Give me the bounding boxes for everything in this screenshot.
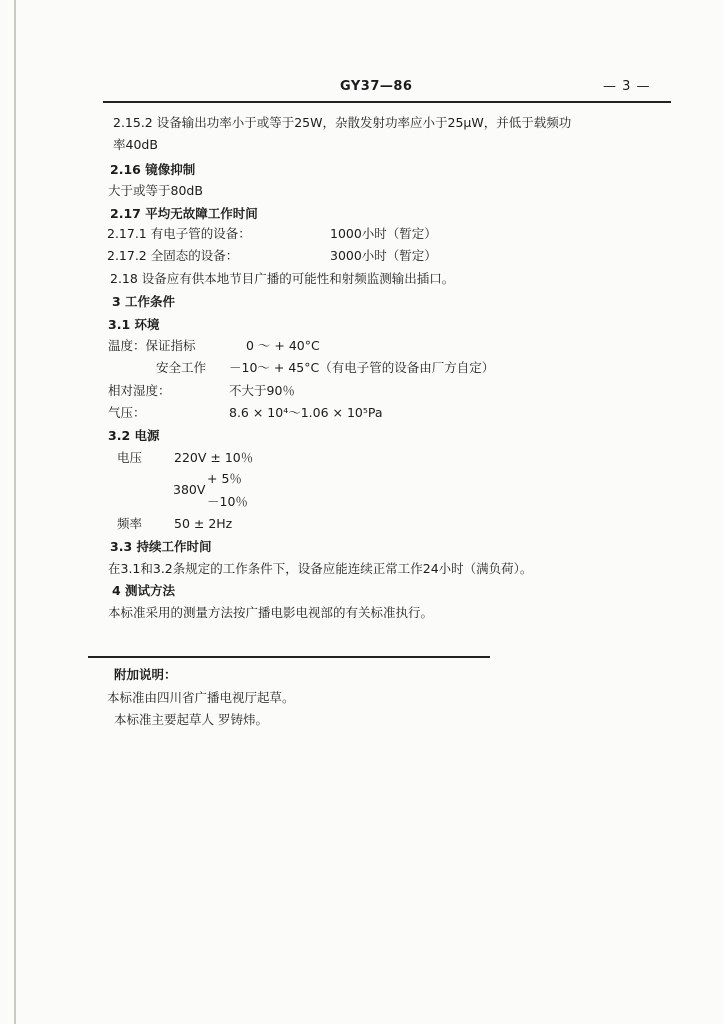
notes-title: 附加说明： [114,667,177,682]
clause-2-17-1-label: 2.17.1 有电子管的设备： [107,226,251,241]
temperature-label: 温度：保证指标 [108,338,196,353]
voltage-label: 电压 [117,450,143,465]
frequency-label: 频率 [117,516,143,531]
notes-line-2: 本标准主要起草人 罗铸炜。 [114,712,268,727]
pressure-value: 8.6 × 10⁴～1.06 × 10⁵Pa [229,405,383,420]
notes-rule [88,656,490,658]
clause-2-17-2-value: 3000小时（暂定） [330,248,437,263]
clause-3-3-text: 在3.1和3.2条规定的工作条件下，设备应能连续正常工作24小时（满负荷）。 [108,561,533,576]
clause-3-2-title: 3.2 电源 [108,428,160,443]
clause-2-18: 2.18 设备应有供本地节目广播的可能性和射频监测输出插口。 [110,271,455,286]
page-number: — 3 — [603,79,651,94]
humidity-value: 不大于90％ [229,383,295,398]
voltage-220: 220V ± 10％ [174,450,254,465]
standard-code: GY37—86 [340,79,413,94]
clause-2-16-title: 2.16 镜像抑制 [110,162,196,177]
clause-2-17-title: 2.17 平均无故障工作时间 [110,206,258,221]
temperature-value: 0 ～ + 40°C [246,338,320,353]
clause-2-16-text: 大于或等于80dB [108,183,203,198]
safe-operation-value: －10～ + 45°C（有电子管的设备由厂方自定） [229,360,495,375]
section-3-title: 3 工作条件 [112,294,176,309]
voltage-380-minus: －10％ [207,494,248,509]
header-rule [103,101,671,103]
clause-2-17-2-label: 2.17.2 全固态的设备： [107,248,239,263]
frequency-value: 50 ± 2Hz [174,516,233,531]
notes-line-1: 本标准由四川省广播电视厅起草。 [107,690,295,705]
humidity-label: 相对湿度： [108,383,171,398]
section-4-text: 本标准采用的测量方法按广播电影电视部的有关标准执行。 [108,605,434,620]
pressure-label: 气压： [108,405,146,420]
clause-2-17-1-value: 1000小时（暂定） [330,226,437,241]
safe-operation-label: 安全工作 [156,360,207,375]
voltage-380-plus: + 5％ [207,471,242,486]
clause-3-3-title: 3.3 持续工作时间 [110,539,212,554]
clause-2-15-2-line2: 率40dB [113,137,158,152]
clause-3-1-title: 3.1 环境 [108,317,160,332]
page-binding-edge [14,0,16,1024]
voltage-380: 380V [173,482,206,497]
clause-2-15-2-line1: 2.15.2 设备输出功率小于或等于25W，杂散发射功率应小于25μW，并低于载频功 [113,115,572,130]
section-4-title: 4 测试方法 [112,583,176,598]
